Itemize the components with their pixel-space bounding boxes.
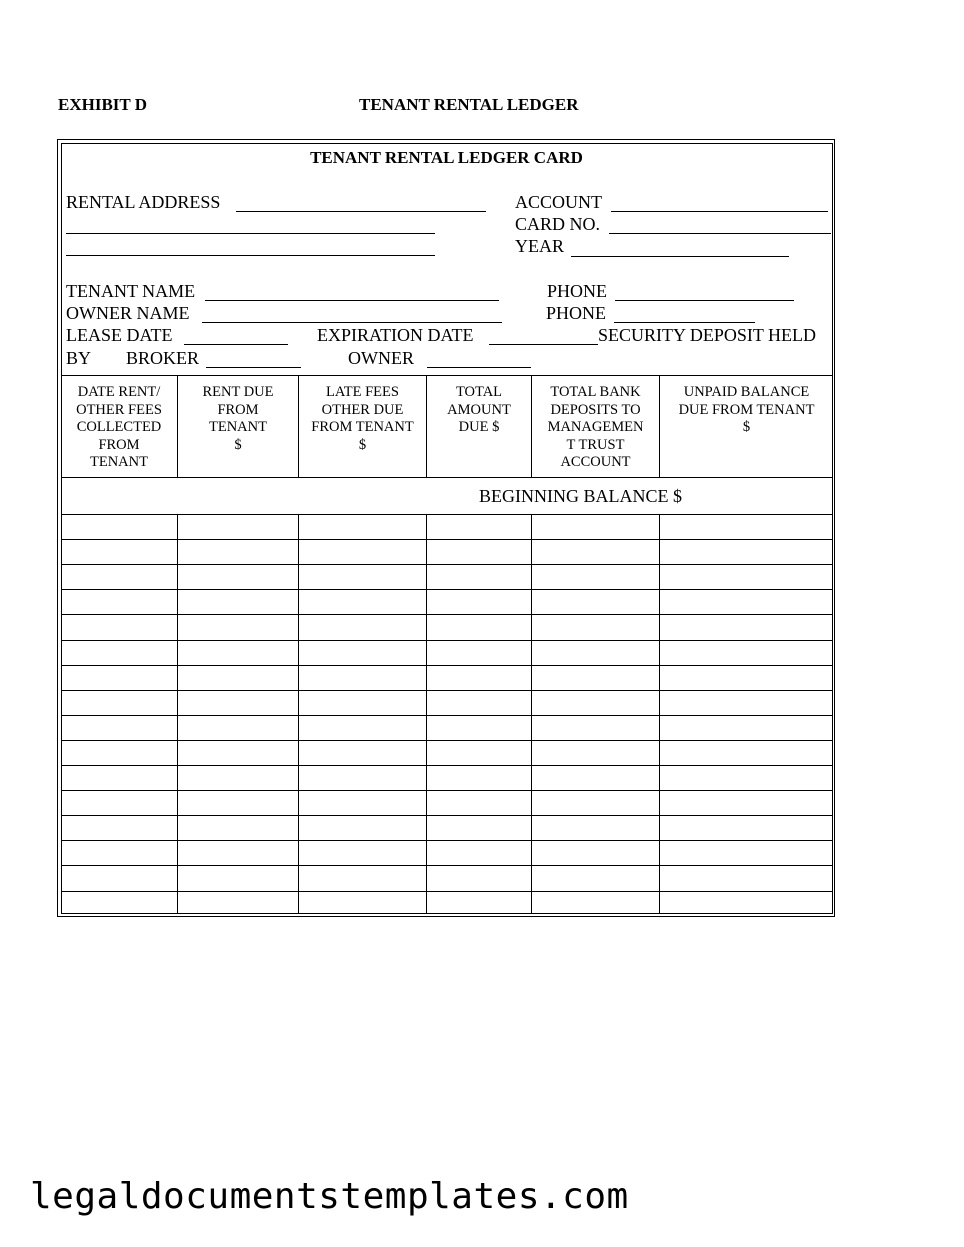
col-header-line: OTHER DUE bbox=[321, 401, 404, 418]
col-header-bank-deposits bbox=[532, 384, 659, 472]
rental-address-line-2[interactable] bbox=[66, 233, 435, 234]
tenant-name-field[interactable] bbox=[205, 300, 499, 301]
security-deposit-label: SECURITY DEPOSIT HELD bbox=[598, 325, 817, 345]
col-header-line: FROM bbox=[98, 436, 140, 453]
tenant-phone-field[interactable] bbox=[615, 300, 794, 301]
col-header-line: TENANT bbox=[90, 454, 148, 471]
col-header-line: DATE RENT/ bbox=[77, 384, 161, 400]
col-divider-2-body bbox=[298, 514, 299, 914]
account-field[interactable] bbox=[611, 211, 828, 212]
col-header-date-collected bbox=[61, 384, 177, 472]
col-header-line: ACCOUNT bbox=[560, 454, 631, 471]
card-no-label: CARD NO. bbox=[515, 214, 601, 234]
col-header-rent-due bbox=[178, 384, 298, 454]
card-no-field[interactable] bbox=[609, 233, 831, 234]
owner-phone-label: PHONE bbox=[546, 303, 607, 323]
owner-name-label: OWNER NAME bbox=[66, 303, 190, 323]
broker-label: BROKER bbox=[126, 348, 200, 368]
expiration-date-label: EXPIRATION DATE bbox=[317, 325, 474, 345]
year-label: YEAR bbox=[515, 236, 564, 256]
col-header-line: MANAGEMEN bbox=[547, 419, 644, 436]
tenant-name-label: TENANT NAME bbox=[66, 281, 196, 301]
col-header-line: DEPOSITS TO bbox=[550, 401, 641, 418]
rental-address-label: RENTAL ADDRESS bbox=[66, 192, 221, 212]
broker-field[interactable] bbox=[206, 367, 301, 368]
col-header-line: T TRUST bbox=[566, 436, 625, 453]
watermark-text: legaldocumentstemplates.com bbox=[30, 1176, 629, 1217]
lease-date-field[interactable] bbox=[184, 344, 288, 345]
col-header-line: COLLECTED bbox=[76, 419, 162, 436]
rental-address-line-1[interactable] bbox=[236, 211, 486, 212]
col-header-line: TOTAL bbox=[455, 384, 503, 400]
col-header-line: FROM TENANT bbox=[311, 419, 414, 436]
tenant-phone-label: PHONE bbox=[547, 281, 608, 301]
col-header-line: LATE FEES bbox=[326, 384, 399, 400]
col-header-line: AMOUNT bbox=[447, 401, 511, 418]
rental-address-line-3[interactable] bbox=[66, 255, 435, 256]
year-field[interactable] bbox=[571, 256, 789, 257]
owner-name-field[interactable] bbox=[202, 322, 502, 323]
col-header-line: $ bbox=[234, 436, 242, 453]
lease-date-label: LEASE DATE bbox=[66, 325, 173, 345]
col-divider-4-body bbox=[531, 514, 532, 914]
col-header-line: DUE FROM TENANT bbox=[678, 401, 815, 418]
col-header-unpaid-balance bbox=[660, 384, 833, 437]
col-header-line: TOTAL BANK bbox=[550, 384, 641, 400]
account-label: ACCOUNT bbox=[515, 192, 603, 212]
col-header-late-fees bbox=[299, 384, 426, 454]
beginning-balance-label: BEGINNING BALANCE $ bbox=[479, 486, 682, 506]
exhibit-label: EXHIBIT D bbox=[58, 95, 147, 114]
col-header-line: $ bbox=[358, 436, 367, 453]
col-header-line: RENT DUE bbox=[202, 384, 274, 400]
col-header-line: DUE $ bbox=[458, 419, 500, 436]
owner-field[interactable] bbox=[427, 367, 531, 368]
col-header-total-amount-due bbox=[427, 384, 531, 437]
col-header-line: UNPAID BALANCE bbox=[683, 384, 810, 400]
col-header-line: OTHER FEES bbox=[76, 401, 162, 418]
document-title: TENANT RENTAL LEDGER bbox=[359, 95, 579, 114]
col-divider-3-body bbox=[426, 514, 427, 914]
expiration-date-field[interactable] bbox=[489, 344, 598, 345]
card-title: TENANT RENTAL LEDGER CARD bbox=[310, 148, 583, 167]
col-header-line: TENANT bbox=[209, 419, 267, 436]
col-header-line: FROM bbox=[217, 401, 259, 418]
owner-phone-field[interactable] bbox=[614, 322, 755, 323]
col-header-line: $ bbox=[742, 419, 751, 436]
col-divider-1-body bbox=[177, 514, 178, 914]
by-label: BY bbox=[66, 348, 92, 368]
owner-label: OWNER bbox=[348, 348, 414, 368]
col-divider-5-body bbox=[659, 514, 660, 914]
